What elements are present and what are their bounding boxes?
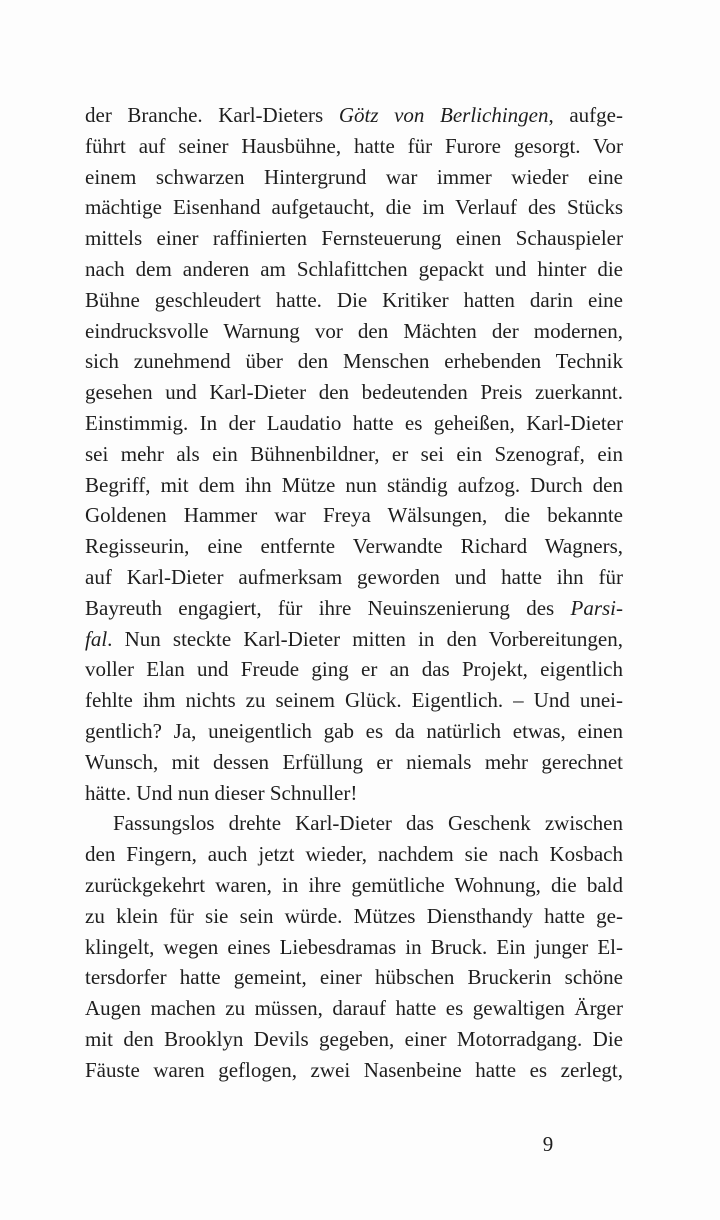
text-segment: Bayreuth engagiert, für ihre Neuinszenierung des: [85, 595, 571, 620]
text-line: [85, 1024, 623, 1055]
text-segment: mächtige Eisenhand aufgetaucht, die im Verlauf des Stücks: [85, 195, 623, 220]
text-segment: zu klein für sie sein würde. Mützes Diensthandy hatte ge-: [85, 903, 623, 928]
text-segment: führt auf seiner Hausbühne, hatte für Furore gesorgt. Vor: [85, 133, 623, 158]
text-segment: mittels einer raffinierten Fernsteuerung einen Schauspieler: [85, 226, 623, 251]
text-segment: einem schwarzen Hintergrund war immer wieder eine: [85, 164, 623, 189]
text-line: [85, 870, 623, 901]
text-line: [85, 470, 623, 501]
page-number: 9: [542, 1132, 554, 1156]
text-line: [85, 808, 623, 839]
text-line: [85, 993, 623, 1024]
text-segment: . Nun steckte Karl-Dieter mitten in den Vorbereitungen,: [107, 626, 623, 651]
text-line: [85, 901, 623, 932]
text-line: [85, 100, 623, 131]
text-line: [85, 254, 623, 285]
text-line: [85, 531, 623, 562]
text-line: [85, 162, 623, 193]
text-segment: tersdorfer hatte gemeint, einer hübschen Bruckerin schöne: [85, 965, 623, 990]
italic-text-segment: Götz von Berlichingen: [338, 103, 549, 127]
body-text: [85, 100, 623, 1086]
text-line: [85, 192, 623, 223]
text-segment: sich zunehmend über den Menschen erhebenden Technik: [85, 349, 623, 374]
text-line: [85, 962, 623, 993]
text-segment: nach dem anderen am Schlafittchen gepackt und hinter die: [85, 256, 623, 281]
text-line: [85, 346, 623, 377]
text-segment: Fassungslos drehte Karl-Dieter das Geschenk zwischen: [113, 811, 623, 836]
text-line: [85, 1055, 623, 1086]
text-line: [85, 500, 623, 531]
text-line: [85, 747, 623, 778]
text-line: [85, 654, 623, 685]
text-segment: auf Karl-Dieter aufmerksam geworden und hatte ihn für: [85, 564, 623, 589]
text-segment: Wunsch, mit dessen Erfüllung er niemals mehr gerechnet: [85, 749, 623, 774]
text-line: [85, 223, 623, 254]
text-line: [85, 593, 623, 624]
text-segment: eindrucksvolle Warnung vor den Mächten der modernen,: [85, 318, 623, 343]
text-line: [85, 377, 623, 408]
text-line: [85, 131, 623, 162]
text-segment: Einstimmig. In der Laudatio hatte es geheißen, Karl-Dieter: [85, 410, 623, 435]
text-segment: sei mehr als ein Bühnenbildner, er sei ein Szenograf, ein: [85, 441, 623, 466]
text-line: [85, 285, 623, 316]
text-segment: Fäuste waren geflogen, zwei Nasenbeine hatte es zerlegt,: [85, 1057, 623, 1082]
text-line: [85, 716, 623, 747]
text-segment: voller Elan und Freude ging er an das Projekt, eigentlich: [85, 657, 623, 682]
text-line: [85, 408, 623, 439]
text-line: [85, 316, 623, 347]
text-segment: Bühne geschleudert hatte. Die Kritiker hatten darin eine: [85, 287, 623, 312]
text-line: [85, 839, 623, 870]
text-segment: hätte. Und nun dieser Schnuller!: [85, 780, 358, 805]
text-line: [85, 624, 623, 655]
text-segment: Begriff, mit dem ihn Mütze nun ständig aufzog. Durch den: [85, 472, 623, 497]
text-segment: mit den Brooklyn Devils gegeben, einer Motorradgang. Die: [85, 1026, 623, 1051]
text-segment: Augen machen zu müssen, darauf hatte es gewaltigen Ärger: [85, 996, 623, 1021]
text-segment: der Branche. Karl-Dieters: [85, 103, 339, 127]
text-segment: Regisseurin, eine entfernte Verwandte Richard Wagners,: [85, 534, 623, 559]
text-segment: gesehen und Karl-Dieter den bedeutenden Preis zuerkannt.: [85, 380, 623, 405]
text-line: [85, 439, 623, 470]
text-segment: den Fingern, auch jetzt wieder, nachdem sie nach Kosbach: [85, 842, 623, 867]
text-segment: fehlte ihm nichts zu seinem Glück. Eigentlich. – Und unei-: [85, 688, 623, 713]
text-line: [85, 685, 623, 716]
text-segment: klingelt, wegen eines Liebesdramas in Bruck. Ein junger El-: [85, 934, 623, 959]
text-segment: , aufge-: [548, 103, 623, 127]
text-segment: zurückgekehrt waren, in ihre gemütliche Wohnung, die bald: [85, 872, 623, 897]
italic-text-segment: Parsi-: [570, 595, 623, 620]
text-line: [85, 932, 623, 963]
text-line: [85, 562, 623, 593]
text-segment: Goldenen Hammer war Freya Wälsungen, die bekannte: [85, 503, 623, 528]
italic-text-segment: fal: [85, 626, 108, 651]
text-segment: gentlich? Ja, uneigentlich gab es da natürlich etwas, einen: [85, 718, 623, 743]
text-line: [85, 778, 623, 809]
